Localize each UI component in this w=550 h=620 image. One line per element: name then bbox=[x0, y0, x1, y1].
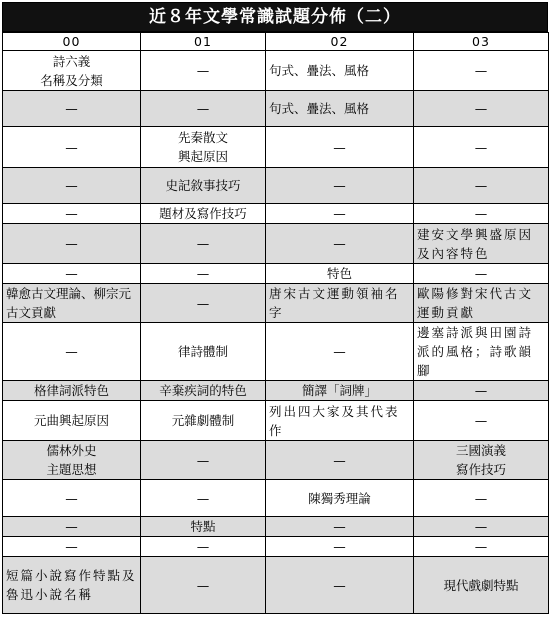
table-cell: — bbox=[141, 264, 266, 284]
table-cell: — bbox=[141, 441, 266, 480]
document-sheet bbox=[2, 2, 548, 614]
table-cell: — bbox=[414, 537, 549, 557]
table-cell: — bbox=[266, 517, 414, 537]
table-cell: — bbox=[3, 204, 141, 224]
distribution-table bbox=[2, 32, 549, 614]
table-cell: — bbox=[3, 224, 141, 264]
table-cell: — bbox=[3, 323, 141, 381]
table-row bbox=[3, 381, 549, 401]
table-row bbox=[3, 517, 549, 537]
column-header-02: 02 bbox=[266, 33, 414, 51]
table-cell: — bbox=[3, 517, 141, 537]
table-cell: 特色 bbox=[266, 264, 414, 284]
table-cell: 歐陽修對宋代古文運動貢獻 bbox=[414, 284, 549, 323]
table-row bbox=[3, 537, 549, 557]
table-cell: — bbox=[414, 168, 549, 204]
table-cell: — bbox=[141, 284, 266, 323]
table-cell: 史記敘事技巧 bbox=[141, 168, 266, 204]
table-cell: — bbox=[3, 480, 141, 517]
table-cell: — bbox=[141, 480, 266, 517]
table-cell: — bbox=[414, 91, 549, 127]
table-cell: — bbox=[266, 224, 414, 264]
table-row bbox=[3, 284, 549, 323]
table-title: 近８年文學常識試題分佈（二） bbox=[2, 2, 548, 32]
table-row bbox=[3, 401, 549, 441]
table-cell: 先秦散文 興起原因 bbox=[141, 127, 266, 168]
table-cell: — bbox=[141, 537, 266, 557]
table-cell: 律詩體制 bbox=[141, 323, 266, 381]
table-row bbox=[3, 168, 549, 204]
table-cell: 儒林外史 主題思想 bbox=[3, 441, 141, 480]
table-cell: 詩六義 名稱及分類 bbox=[3, 51, 141, 91]
table-cell: 列出四大家及其代表作 bbox=[266, 401, 414, 441]
table-cell: — bbox=[414, 480, 549, 517]
table-row bbox=[3, 323, 549, 381]
table-row bbox=[3, 127, 549, 168]
table-cell: — bbox=[141, 224, 266, 264]
table-cell: — bbox=[3, 168, 141, 204]
table-cell: — bbox=[414, 401, 549, 441]
table-cell: 格律詞派特色 bbox=[3, 381, 141, 401]
table-cell: — bbox=[3, 127, 141, 168]
table-cell: — bbox=[266, 557, 414, 614]
table-cell: 題材及寫作技巧 bbox=[141, 204, 266, 224]
table-cell: — bbox=[266, 168, 414, 204]
table-row bbox=[3, 480, 549, 517]
table-cell: 句式、疊法、風格 bbox=[266, 51, 414, 91]
table-cell: — bbox=[141, 557, 266, 614]
table-row bbox=[3, 224, 549, 264]
table-cell: 簡譯「詞牌」 bbox=[266, 381, 414, 401]
table-cell: 邊塞詩派與田園詩派的風格；詩歌韻腳 bbox=[414, 323, 549, 381]
table-cell: — bbox=[414, 264, 549, 284]
table-cell: 建安文學興盛原因及內容特色 bbox=[414, 224, 549, 264]
table-row bbox=[3, 204, 549, 224]
table-cell: — bbox=[141, 91, 266, 127]
table-cell: — bbox=[266, 441, 414, 480]
table-row bbox=[3, 441, 549, 480]
table-cell: — bbox=[266, 323, 414, 381]
table-cell: 句式、疊法、風格 bbox=[266, 91, 414, 127]
table-cell: 韓愈古文理論、柳宗元古文貢獻 bbox=[3, 284, 141, 323]
table-cell: — bbox=[266, 127, 414, 168]
table-cell: 辛棄疾詞的特色 bbox=[141, 381, 266, 401]
table-row bbox=[3, 51, 549, 91]
table-cell: 特點 bbox=[141, 517, 266, 537]
table-cell: 陳獨秀理論 bbox=[266, 480, 414, 517]
table-row bbox=[3, 264, 549, 284]
column-header-00: 00 bbox=[3, 33, 141, 51]
column-header-03: 03 bbox=[414, 33, 549, 51]
table-cell: 唐宋古文運動領袖名字 bbox=[266, 284, 414, 323]
table-cell: — bbox=[3, 537, 141, 557]
table-cell: 三國演義 寫作技巧 bbox=[414, 441, 549, 480]
table-cell: — bbox=[3, 91, 141, 127]
table-cell: — bbox=[414, 204, 549, 224]
table-cell: 現代戲劇特點 bbox=[414, 557, 549, 614]
table-cell: — bbox=[141, 51, 266, 91]
table-cell: — bbox=[266, 204, 414, 224]
table-cell: — bbox=[3, 264, 141, 284]
table-cell: — bbox=[414, 51, 549, 91]
table-row bbox=[3, 91, 549, 127]
table-cell: — bbox=[414, 381, 549, 401]
header-row bbox=[3, 33, 549, 51]
table-cell: 元曲興起原因 bbox=[3, 401, 141, 441]
table-cell: — bbox=[414, 127, 549, 168]
column-header-01: 01 bbox=[141, 33, 266, 51]
table-row bbox=[3, 557, 549, 614]
table-cell: 短篇小說寫作特點及魯迅小說名稱 bbox=[3, 557, 141, 614]
table-cell: 元雜劇體制 bbox=[141, 401, 266, 441]
table-cell: — bbox=[266, 537, 414, 557]
table-cell: — bbox=[414, 517, 549, 537]
